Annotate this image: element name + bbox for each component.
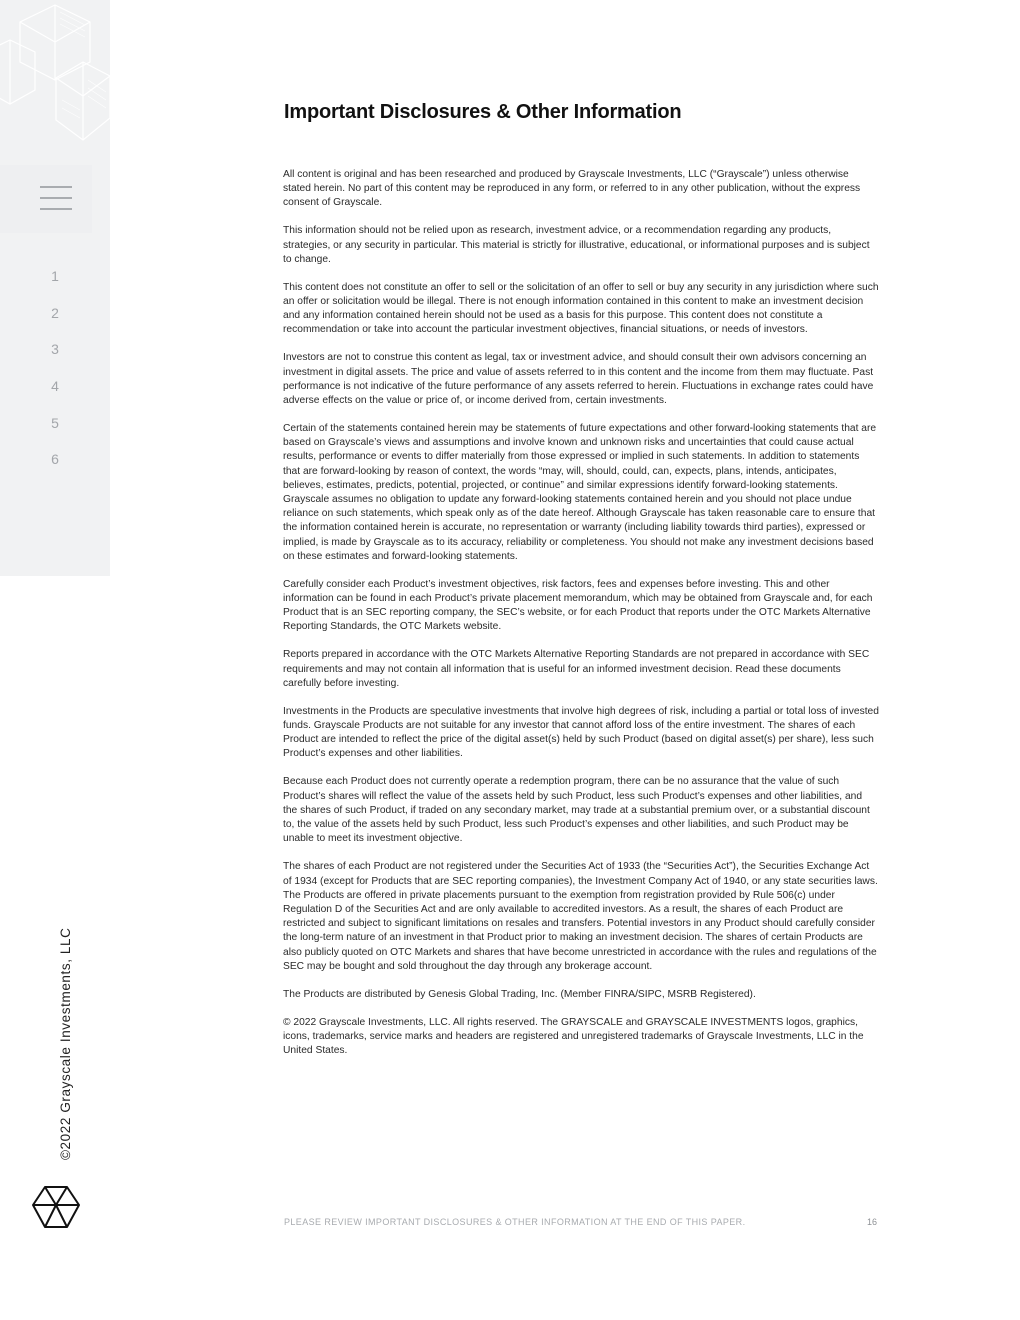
disclosure-paragraph: The shares of each Product are not registered under the Securities Act of 1933 (the “Securities Act”), the Securities Exchange Act of 1934 (except for Products that are SEC reporting companies), the Investment Company Act of 1940, or any state securities laws. The Products are offered in private placements pursuant to the exemption from registration provided by Rule 506(c) under Regulation D of the Securities Act and are only available to accredited investors. As a result, the shares of each Product are restricted and subject to significant limitations on resales and transfers. Potential investors in any Product should carefully consider the long-term nature of an investment in that Product prior to making an investment decision. The shares of certain Products are also publicly quoted on OTC Markets and shares that have become unrestricted in accordance with the rules and regulations of the SEC may be bought and sold throughout the day through any brokerage account. (283, 861, 878, 972)
sidebar (0, 0, 110, 576)
disclosure-paragraph: The Products are distributed by Genesis Global Trading, Inc. (Member FINRA/SIPC, MSRB Registered). (283, 988, 756, 1000)
page-number: 16 (867, 1217, 878, 1227)
nav-item-5[interactable]: 5 (51, 415, 59, 431)
page-title: Important Disclosures & Other Information (284, 101, 682, 123)
disclosure-paragraph: Certain of the statements contained herein may be statements of future expectations and other forward-looking statements that are based on Grayscale’s views and assumptions and involve known and unknown risks and uncertainties that could cause actual results, performance or events to differ materially from those expressed or implied in such statements. In addition to statements that are forward-looking by reason of context, the words “may, will, should, could, can, expects, plans, intends, anticipates, believes, estimates, predicts, potential, projected, or continue” and similar expressions identify forward-looking statements. Grayscale assumes no obligation to update any forward-looking statements contained herein and you should not place undue reliance on such statements, which speak only as of the date hereof. Although Grayscale has taken reasonable care to ensure that the information contained herein is accurate, no representation or warranty (including liability towards third parties), expressed or implied, is made by Grayscale as to its accuracy, reliability or completeness. You should not make any investment decisions based on these estimates and forward-looking statements. (283, 423, 877, 562)
nav-item-1[interactable]: 1 (51, 268, 59, 284)
vertical-copyright: ©2022 Grayscale Investments, LLC (58, 927, 73, 1160)
disclosure-paragraph: Investments in the Products are speculative investments that involve high degrees of risk, including a partial or total loss of invested funds. Grayscale Products are not suitable for any investor that cannot afford loss of the entire investment. The shares of each Product are intended to reflect the price of the digital asset(s) held by such Product (based on digital asset(s) per share), less such Product’s expenses and other liabilities. (283, 705, 879, 760)
nav-item-6[interactable]: 6 (51, 451, 59, 467)
disclosure-paragraph: © 2022 Grayscale Investments, LLC. All rights reserved. The GRAYSCALE and GRAYSCALE INVESTMENTS logos, graphics, icons, trademarks, service marks and headers are registered and unregistered trademarks of Grayscale Investments, LLC in the United States. (283, 1016, 864, 1057)
disclosure-paragraph: Reports prepared in accordance with the OTC Markets Alternative Reporting Standards are not prepared in accordance with SEC requirements and may not contain all information that is useful for an informed investment decision. Read these documents carefully before investing. (283, 649, 870, 689)
cube-pattern-icon (0, 0, 110, 145)
disclosure-paragraph: This content does not constitute an offer to sell or the solicitation of an offer to sell or buy any security in any jurisdiction where such an offer or solicitation would be illegal. There is not enough information contained in this content to make an investment decision and any information contained herein should not be used as a basis for this purpose. This content does not constitute a recommendation or take into account the particular investment objectives, financial situations, or needs of investors. (283, 281, 879, 336)
nav-item-2[interactable]: 2 (51, 305, 59, 321)
disclosure-body (283, 168, 879, 1072)
disclosure-paragraph: Carefully consider each Product’s investment objectives, risk factors, fees and expenses before investing. This and other information can be found in each Product’s private placement memorandum, which may be obtained from Grayscale and, for each Product that is an SEC reporting company, the SEC’s website, or for each Product that reports under the OTC Markets Alternative Reporting Standards, the OTC Markets website. (283, 578, 873, 633)
nav-item-3[interactable]: 3 (51, 341, 59, 357)
hamburger-menu-icon[interactable] (40, 186, 72, 212)
nav-item-4[interactable]: 4 (51, 378, 59, 394)
disclosure-paragraph: Investors are not to construe this content as legal, tax or investment advice, and should consult their own advisors concerning an investment in digital assets. The price and value of assets referred to in this content and the income from them may fluctuate. Past performance is not indicative of the future performance of any assets referred to herein. Fluctuations in exchange rates could have adverse effects on the value or price of, or income derived from, certain investments. (283, 352, 874, 407)
disclosure-paragraph: All content is original and has been researched and produced by Grayscale Investments, LLC (“Grayscale”) unless otherwise stated herein. No part of this content may be reproduced in any form, or referred to in any other publication, without the express consent of Grayscale. (283, 169, 861, 209)
footer-note: PLEASE REVIEW IMPORTANT DISCLOSURES & OTHER INFORMATION AT THE END OF THIS PAPER. (284, 1217, 746, 1227)
disclosure-paragraph: Because each Product does not currently operate a redemption program, there can be no assurance that the value of such Product’s shares will reflect the value of the assets held by such Product, less such Product’s expenses and other liabilities, and the shares of such Product, if traded on any secondary market, may trade at a substantial premium over, or a substantial discount to, the value of the assets held by such Product, less such Product’s expenses and other liabilities, and such Product may be unable to meet its investment objective. (283, 776, 870, 845)
grayscale-logo-icon (31, 1185, 81, 1229)
disclosure-paragraph: This information should not be relied upon as research, investment advice, or a recommendation regarding any products, strategies, or any security in particular. This material is strictly for illustrative, educational, or informational purposes and is subject to change. (283, 225, 870, 265)
